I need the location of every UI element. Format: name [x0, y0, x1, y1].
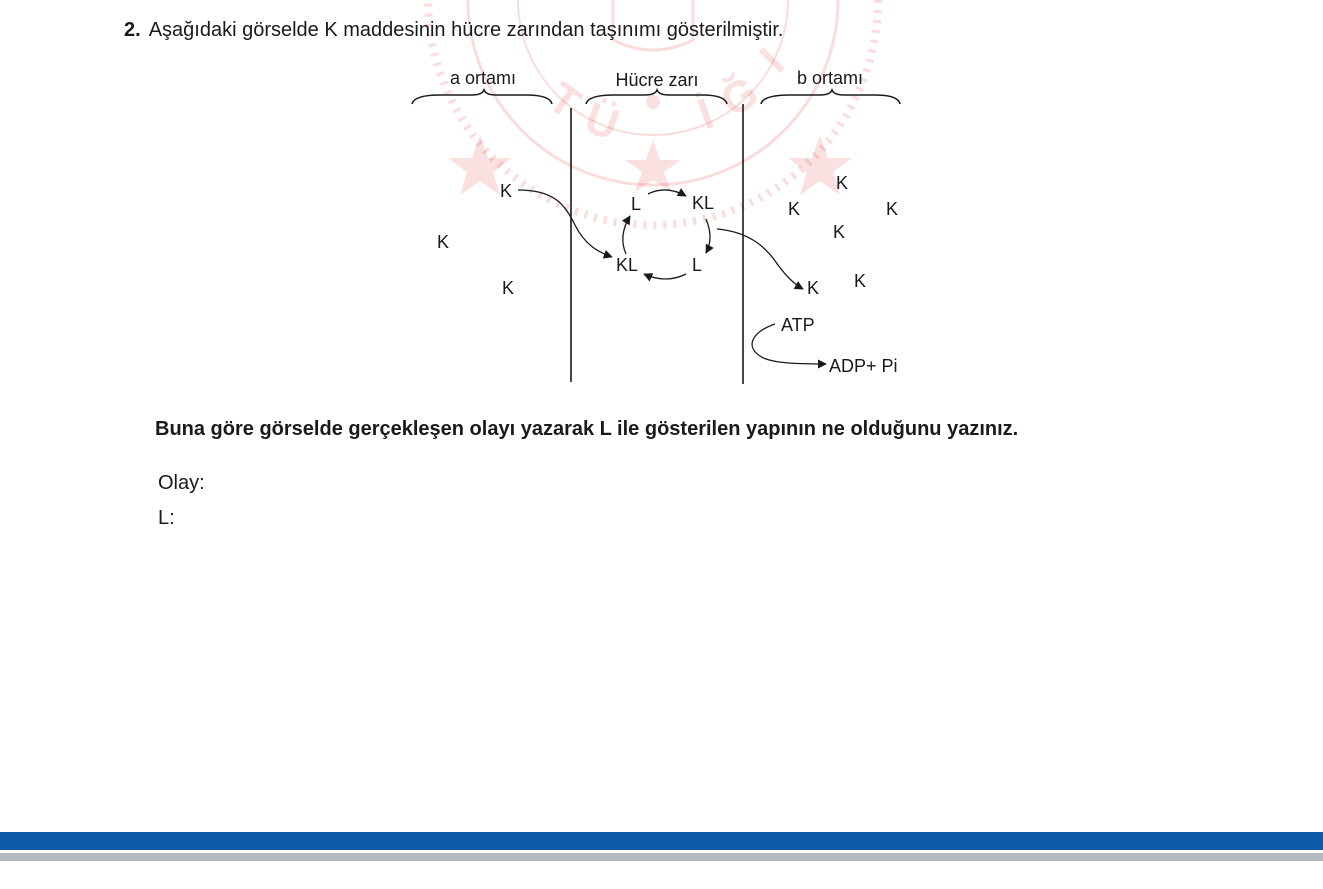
carrier-l-top: L	[631, 194, 642, 214]
question-number: 2.	[124, 19, 141, 41]
label-a-ortami: a ortamı	[449, 68, 517, 88]
footer-blue-bar	[0, 832, 1323, 850]
question-text: Aşağıdaki görselde K maddesinin hücre zarından taşınımı gösterilmiştir.	[148, 19, 784, 41]
brace-hucre-zari	[586, 90, 727, 104]
carrier-kl-top: KL	[692, 193, 715, 213]
svg-text:Ğ: Ğ	[712, 67, 767, 127]
molecule-k-right-4: K	[833, 222, 846, 242]
membrane-transport-diagram	[0, 0, 1323, 400]
footer-gray-bar	[0, 853, 1323, 861]
molecule-k-left-1: K	[500, 181, 513, 201]
answer-l-label: L:	[158, 507, 175, 529]
molecule-k-right-5: K	[854, 271, 867, 291]
arrow-cycle-left	[623, 216, 630, 254]
molecule-k-right-6: K	[807, 278, 820, 298]
molecule-k-left-2: K	[437, 232, 450, 252]
svg-text:İ: İ	[691, 89, 720, 140]
svg-text:I: I	[750, 38, 794, 83]
svg-text:Ü: Ü	[578, 93, 626, 151]
label-adp-pi: ADP+ Pi	[829, 356, 898, 376]
arrow-k-entry	[518, 190, 612, 257]
answer-event-label: Olay:	[158, 472, 205, 494]
arrow-cycle-top	[648, 190, 686, 196]
molecule-k-right-3: K	[886, 199, 899, 219]
svg-text:T: T	[539, 73, 590, 129]
arrow-cycle-bottom	[644, 274, 686, 279]
molecule-k-left-3: K	[502, 278, 515, 298]
arrow-k-exit	[717, 229, 803, 289]
label-b-ortami: b ortamı	[796, 68, 864, 88]
arrow-cycle-right	[706, 219, 710, 253]
brace-a-ortami	[412, 90, 552, 104]
molecule-k-right-1: K	[836, 173, 849, 193]
carrier-l-bottom: L	[692, 255, 703, 275]
carrier-kl-bottom: KL	[616, 255, 639, 275]
brace-b-ortami	[761, 90, 900, 104]
label-hucre-zari: Hücre zarı	[615, 70, 699, 90]
label-atp: ATP	[781, 315, 815, 335]
molecule-k-right-2: K	[788, 199, 801, 219]
question-prompt: Buna göre görselde gerçekleşen olayı yazarak L ile gösterilen yapının ne olduğunu yazınız.	[155, 418, 1019, 440]
